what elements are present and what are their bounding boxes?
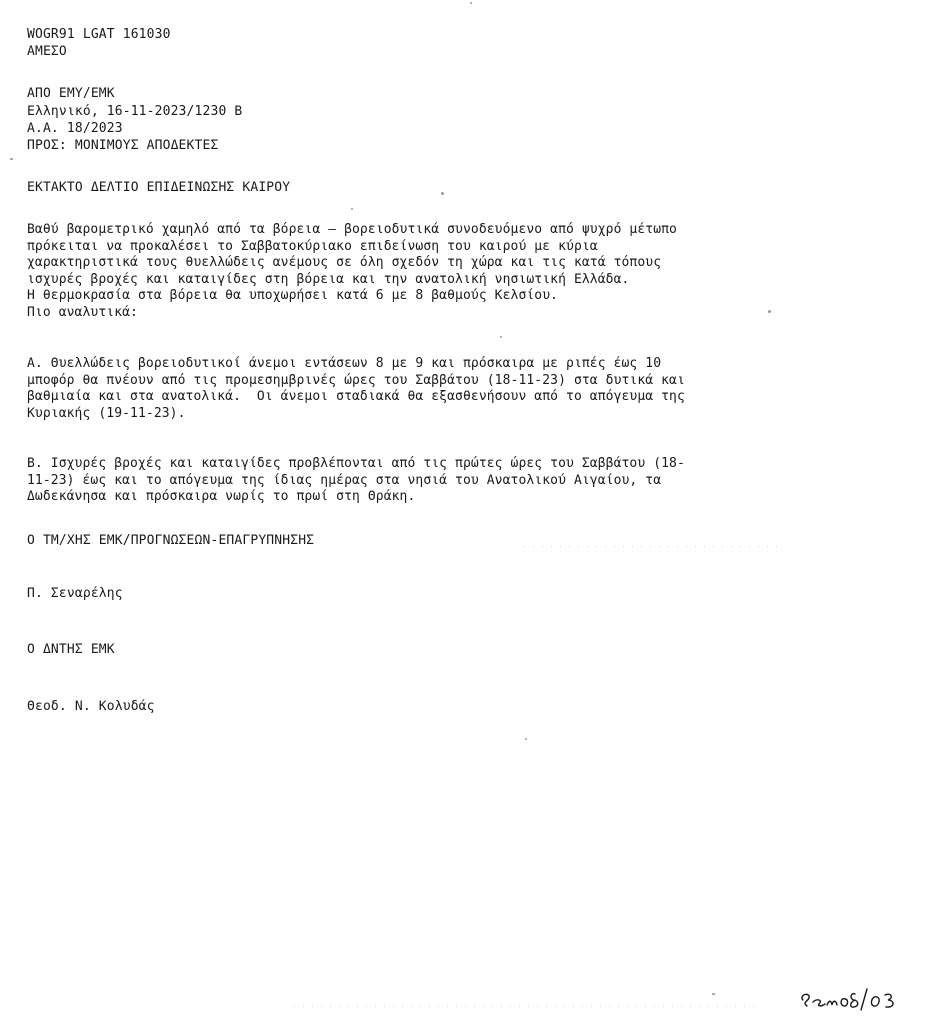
message-code: WOGR91 LGAT 161030	[27, 27, 171, 42]
intro-line: Βαθύ βαρομετρικό χαμηλό από τα βόρεια – βορειοδυτικά συνοδευόμενο από ψυχρό μέτωπο	[27, 222, 677, 237]
scan-speck	[768, 310, 771, 313]
bulletin-title: ΕΚΤΑΚΤΟ ΔΕΛΤΙΟ ΕΠΙΔΕΙΝΩΣΗΣ ΚΑΙΡΟΥ	[27, 180, 291, 195]
intro-line: Πιο αναλυτικά:	[27, 304, 138, 320]
scan-speck	[500, 336, 502, 338]
intro-paragraph	[27, 222, 897, 321]
scan-speck	[441, 192, 444, 195]
section-b-line: 11-23) έως και το απόγευμα της ίδιας ημέρας στα νησιά του Ανατολικού Αιγαίου, τα	[27, 472, 662, 488]
section-a-paragraph	[27, 356, 897, 422]
priority-label: ΑΜΕΣΟ	[27, 44, 67, 59]
scan-speck	[351, 208, 353, 210]
scan-noise	[290, 1005, 760, 1008]
intro-line: πρόκειται να προκαλέσει το Σαββατοκύριακο επιδείνωση του καιρού με κύρια	[27, 238, 598, 254]
scan-speck	[712, 993, 715, 995]
section-b-paragraph	[27, 456, 897, 506]
scan-noise	[520, 545, 780, 548]
section-b-line: Δωδεκάνησα και πρόσκαιρα νωρίς το πρωί στη Θράκη.	[27, 489, 416, 504]
section-a-line: βαθμιαία και στα ανατολικά. Οι άνεμοι σταδιακά θα εξασθενήσουν από το απόγευμα της	[27, 389, 685, 404]
section-b-line: Β. Ισχυρές βροχές και καταιγίδες προβλέπονται από τις πρώτες ώρες του Σαββάτου (18-	[27, 456, 685, 471]
recipients-line: ΠΡΟΣ: ΜΟΝΙΜΟΥΣ ΑΠΟΔΕΚΤΕΣ	[27, 138, 219, 153]
scan-speck	[10, 158, 13, 160]
intro-line: χαρακτηριστικά τους θυελλώδεις ανέμους σε όλη σχεδόν τη χώρα και τις κατά τόπους	[27, 255, 662, 270]
intro-line: Η θερμοκρασία στα βόρεια θα υποχωρήσει κατά 6 με 8 βαθμούς Κελσίου.	[27, 288, 559, 303]
scan-speck	[470, 2, 472, 4]
section-a-line: μποφόρ θα πνέουν από τις προμεσημβρινές ώρες του Σαββάτου (18-11-23) στα δυτικά και	[27, 372, 685, 388]
scan-speck	[525, 738, 527, 740]
section-a-line: Κυριακής (19-11-23).	[27, 405, 186, 421]
dept-head-title: Ο ΤΜ/ΧΗΣ ΕΜΚ/ΠΡΟΓΝΩΣΕΩΝ-ΕΠΑΓΡΥΠΝΗΣΗΣ	[27, 533, 315, 548]
intro-line: ισχυρές βροχές και καταιγίδες στη βόρεια και την ανατολική νησιωτική Ελλάδα.	[27, 271, 630, 287]
handwritten-initials-signature	[797, 980, 907, 1014]
section-a-line: Α. Θυελλώδεις βορειοδυτικοί άνεμοι εντάσεων 8 με 9 και πρόσκαιρα με ριπές έως 10	[27, 356, 662, 371]
director-title: Ο ΔΝΤΗΣ ΕΜΚ	[27, 642, 115, 657]
reference-number: Α.Α. 18/2023	[27, 121, 123, 136]
director-name: Θεοδ. Ν. Κολυδάς	[27, 699, 155, 714]
sender-line: ΑΠΟ ΕΜΥ/ΕΜΚ	[27, 86, 115, 101]
dept-head-name: Π. Σεναρέλης	[27, 586, 123, 601]
place-date-line: Ελληνικό, 16-11-2023/1230 Β	[27, 104, 243, 119]
